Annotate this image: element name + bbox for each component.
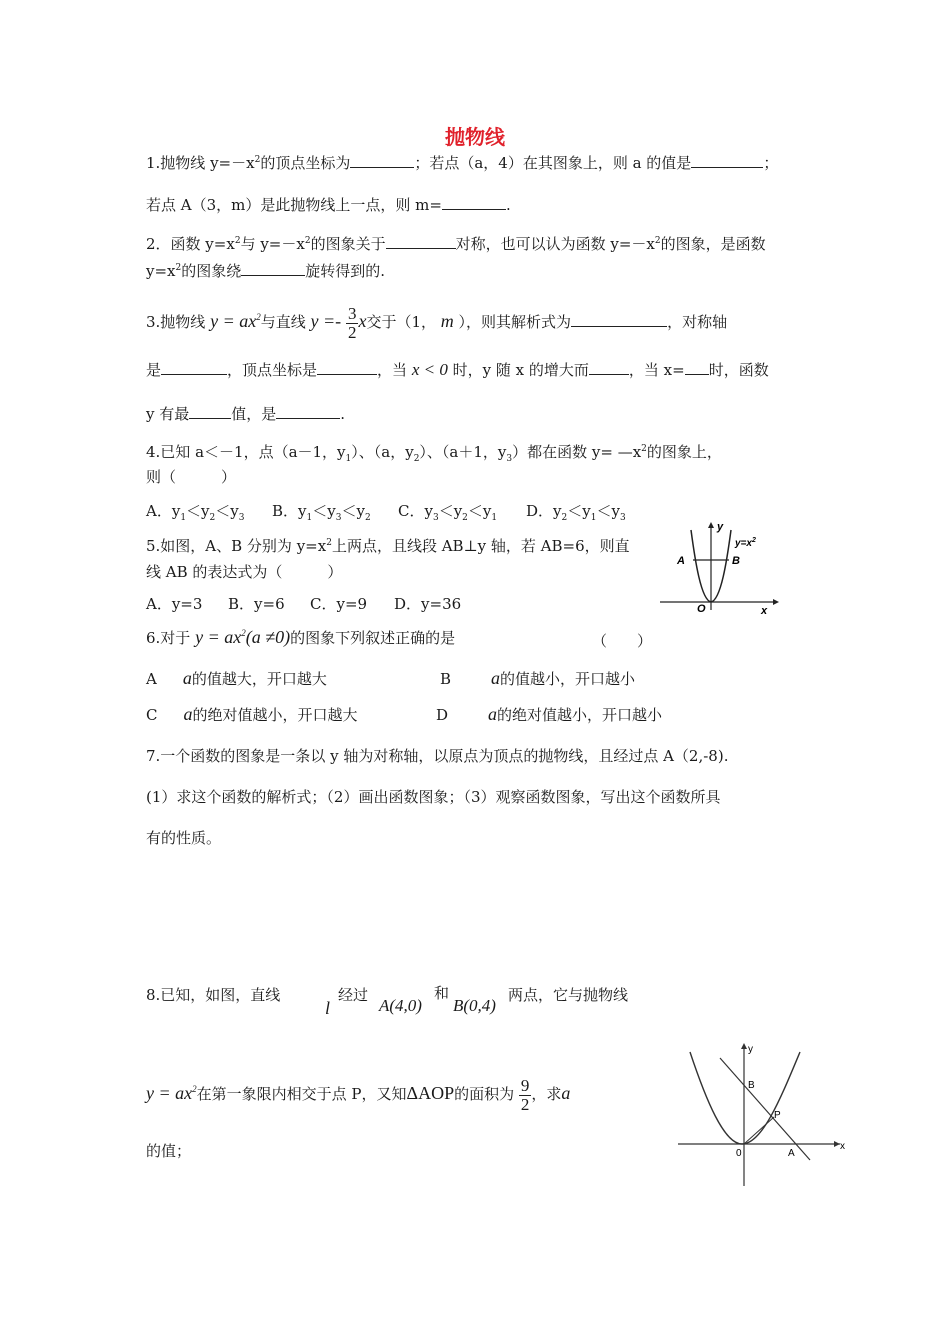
q3-expr1-sup: 2 (256, 312, 261, 322)
question-5-line-2: 线 AB 的表达式为（ ） (146, 563, 343, 581)
q3-line2-d: 时，y 随 x 的增大而 (452, 361, 589, 379)
q3-blank-vertex[interactable] (317, 360, 377, 375)
question-5-line-1 (146, 535, 630, 556)
q2-text-d: 对称，也可以认为函数 y=－x (455, 235, 655, 253)
q1-sup: 2 (254, 155, 261, 165)
q5-text-a: 5.如图，A、B 分别为 y=x (146, 537, 327, 555)
q3-text-a: 3.抛物线 (146, 313, 206, 331)
q5-option-b[interactable]: B．y=6 (228, 595, 285, 613)
q3-line3-b: 值，是 (231, 405, 277, 423)
question-3-line-3 (146, 403, 345, 424)
question-3-line-2 (146, 359, 769, 380)
q4-sub-3: 3 (506, 454, 513, 464)
q2-text-b: 与 y=－x (240, 235, 305, 253)
q3-frac-den: 2 (347, 322, 357, 342)
q4-text-b: ）、（a，y (351, 443, 414, 461)
q5-text-b: 上两点，且线段 AB⊥y 轴，若 AB=6，则直 (331, 537, 630, 555)
q5-x-label: x (761, 605, 768, 615)
q1-blank-vertex[interactable] (350, 153, 414, 168)
q6-option-c[interactable]: C a的绝对值越小，开口越大 (146, 704, 358, 724)
q8-triangle: ΔAOP (406, 1083, 455, 1103)
q6-expr-main: y = ax (195, 627, 242, 647)
q2-text-c: 的图象关于 (310, 235, 386, 253)
q3-expr2-x: x (358, 311, 367, 331)
q8-text-b: 经过 (338, 986, 369, 1004)
q3-line2-b: ，顶点坐标是 (227, 361, 318, 379)
q1-blank-m[interactable] (442, 195, 506, 210)
question-8-line-2 (146, 1068, 570, 1115)
q8-a-label: A (788, 1148, 795, 1159)
q8-x-label: x (840, 1141, 845, 1152)
q8-b-label: B (748, 1080, 755, 1091)
q3-expr-line: y =- (310, 311, 342, 331)
q8-y-arrow (741, 1043, 747, 1049)
q3-text-e: ，对称轴 (667, 313, 728, 331)
question-7-line-1: 7.一个函数的图象是一条以 y 轴为对称轴，以原点为顶点的抛物线，且经过点 A（2,-8). (146, 747, 729, 765)
question-6-line-1 (146, 627, 455, 648)
q3-line3-a: y 有最 (146, 405, 190, 423)
q8-l: l (325, 998, 331, 1018)
q3-fraction (346, 305, 359, 342)
q8-fraction (519, 1077, 532, 1114)
q4-options (146, 500, 666, 522)
q4-text-c: ）、（a＋1，y (419, 443, 507, 461)
q8-text-d: 两点，它与抛物线 (508, 986, 629, 1004)
q6-expr-sup: 2 (241, 628, 246, 638)
q8-frac-den: 2 (520, 1094, 530, 1114)
q5-curve-label: $y=x^2$ (735, 537, 756, 549)
q2-line2-a: y=x (146, 262, 176, 280)
question-1-line-2 (146, 194, 511, 215)
q4-text-d: ）都在函数 y= —x (512, 443, 642, 461)
q6-option-a[interactable]: A a的值越大，开口越大 (146, 668, 327, 688)
q3-text-b: 与直线 (260, 313, 306, 331)
q4-option-c[interactable]: C．$y_3<y_2<y_1$ (398, 502, 498, 523)
q6-expr (195, 627, 290, 647)
q1-text-a: 1.抛物线 y=－x (146, 154, 255, 172)
q3-expr1: y = ax (210, 311, 257, 331)
q8-o-label: 0 (736, 1148, 742, 1159)
q3-blank-trend[interactable] (589, 360, 629, 375)
question-4-line-1 (146, 441, 722, 464)
q5-y-label: y (717, 521, 724, 533)
q8-expr (146, 1083, 197, 1103)
q6-option-b[interactable]: B a的值越小，开口越小 (440, 668, 636, 688)
q8-line-l (720, 1058, 810, 1160)
q4-text-a: 4.已知 a＜－1，点（a－1，y (146, 443, 346, 461)
q4-sup: 2 (641, 444, 647, 454)
q3-blank-extreme[interactable] (189, 404, 231, 419)
question-3-line-1 (146, 296, 727, 343)
q6-answer-paren: （ ） (592, 632, 653, 650)
q3-line3-c: . (340, 405, 346, 423)
q8-text-e: 在第一象限内相交于点 P，又知 (196, 1085, 407, 1103)
q5-o-label: O (697, 603, 706, 615)
q8-text-g: ，求 (531, 1085, 562, 1103)
q5-options (146, 593, 646, 615)
q6-text-b: 的图象下列叙述正确的是 (290, 629, 456, 647)
q1-text-d: ； (763, 154, 779, 172)
q6-text-a: 6.对于 (146, 629, 191, 647)
q3-expr-parabola (210, 311, 261, 331)
q5-option-c[interactable]: C．y=9 (310, 595, 368, 613)
q8-text-a: 8.已知，如图，直线 (146, 986, 281, 1004)
q8-expr-sup: 2 (192, 1084, 197, 1094)
q5-x-arrow (773, 599, 779, 605)
q3-line2-f: 时，函数 (708, 361, 769, 379)
q4-sub-2: 2 (413, 454, 420, 464)
q8-var-a: a (561, 1083, 571, 1103)
q8-text-c: 和 (434, 984, 450, 1002)
q3-frac-num: 3 (347, 303, 357, 323)
q5-figure (655, 520, 780, 615)
q8-frac-num: 9 (520, 1075, 530, 1095)
q2-blank-rotation[interactable] (241, 261, 305, 276)
q4-option-a[interactable]: A．$y_1<y_2<y_3$ (146, 502, 245, 523)
q2-sup-d: 2 (654, 236, 661, 246)
q5-y-arrow (708, 522, 714, 528)
q3-blank-value[interactable] (276, 404, 340, 419)
q8-point-a: A(4,0) (379, 996, 422, 1015)
q1-text-c: ；若点（a，4）在其图象上，则 a 的值是 (414, 154, 692, 172)
q8-figure (676, 1040, 848, 1190)
q5-a-label: A (677, 555, 685, 567)
q2-line2-c: 旋转得到的. (305, 262, 386, 280)
question-2-line-1 (146, 233, 766, 254)
q3-line2-a: 是 (146, 361, 162, 379)
q2-line2-sup: 2 (175, 263, 182, 273)
q3-line2-e: ，当 x= (628, 361, 685, 379)
q2-text-a: 2．函数 y=x (146, 235, 235, 253)
q2-text-e: 的图象，是函数 (660, 235, 766, 253)
q4-option-d[interactable]: D．$y_2<y_1<y_3$ (526, 502, 626, 523)
question-4-line-2: 则（ ） (146, 468, 237, 486)
q3-text-c: 交于（1， (366, 313, 436, 331)
q2-sup-b: 2 (304, 236, 311, 246)
q2-blank-symmetry[interactable] (386, 234, 456, 249)
q3-line2-c: ，当 (377, 361, 408, 379)
q6-option-d[interactable]: D a的绝对值越小，开口越小 (436, 704, 663, 724)
q2-sup-a: 2 (234, 236, 241, 246)
q5-sup: 2 (326, 538, 332, 548)
q8-p-label: P (774, 1110, 781, 1121)
q1-text-b: 的顶点坐标为 (260, 154, 351, 172)
q4-sub-1: 1 (345, 454, 352, 464)
q3-text-d: ），则其解析式为 (458, 313, 572, 331)
q8-text-f: 的面积为 (454, 1085, 515, 1103)
question-7-line-2: (1）求这个函数的解析式；（2）画出函数图象；（3）观察函数图象，写出这个函数所具 (146, 788, 721, 806)
q3-blank-equation[interactable] (571, 312, 667, 327)
q1-blank-a-value[interactable] (691, 153, 763, 168)
q8-segment-op (744, 1117, 774, 1144)
q4-option-b[interactable]: B．$y_1<y_3<y_2$ (272, 502, 371, 523)
q8-y-label: y (748, 1044, 753, 1055)
q3-blank-axis[interactable] (161, 360, 227, 375)
q8-point-b: B(0,4) (453, 996, 496, 1015)
q6-expr-cond: (a ≠0) (245, 627, 291, 647)
q8-expr-main: y = ax (146, 1083, 193, 1103)
question-2-line-2 (146, 260, 385, 281)
q3-line2-expr: x < 0 (411, 360, 448, 379)
q5-b-label: B (732, 555, 740, 567)
question-8-line-3: 的值； (146, 1142, 192, 1160)
q3-blank-x[interactable] (685, 360, 709, 375)
question-7-line-3: 有的性质。 (146, 829, 222, 847)
q5-option-d[interactable]: D．y=36 (394, 595, 462, 613)
q1-line2-text: 若点 A（3，m）是此抛物线上一点，则 m= (146, 196, 442, 214)
page-title: 抛物线 (445, 125, 505, 149)
q2-line2-b: 的图象绕 (181, 262, 242, 280)
q1-line2-end: . (505, 196, 511, 214)
q5-option-a[interactable]: A．y=3 (146, 595, 203, 613)
question-1-line-1 (146, 152, 778, 173)
q4-text-e: 的图象上， (646, 443, 722, 461)
q3-m: m (440, 311, 454, 331)
